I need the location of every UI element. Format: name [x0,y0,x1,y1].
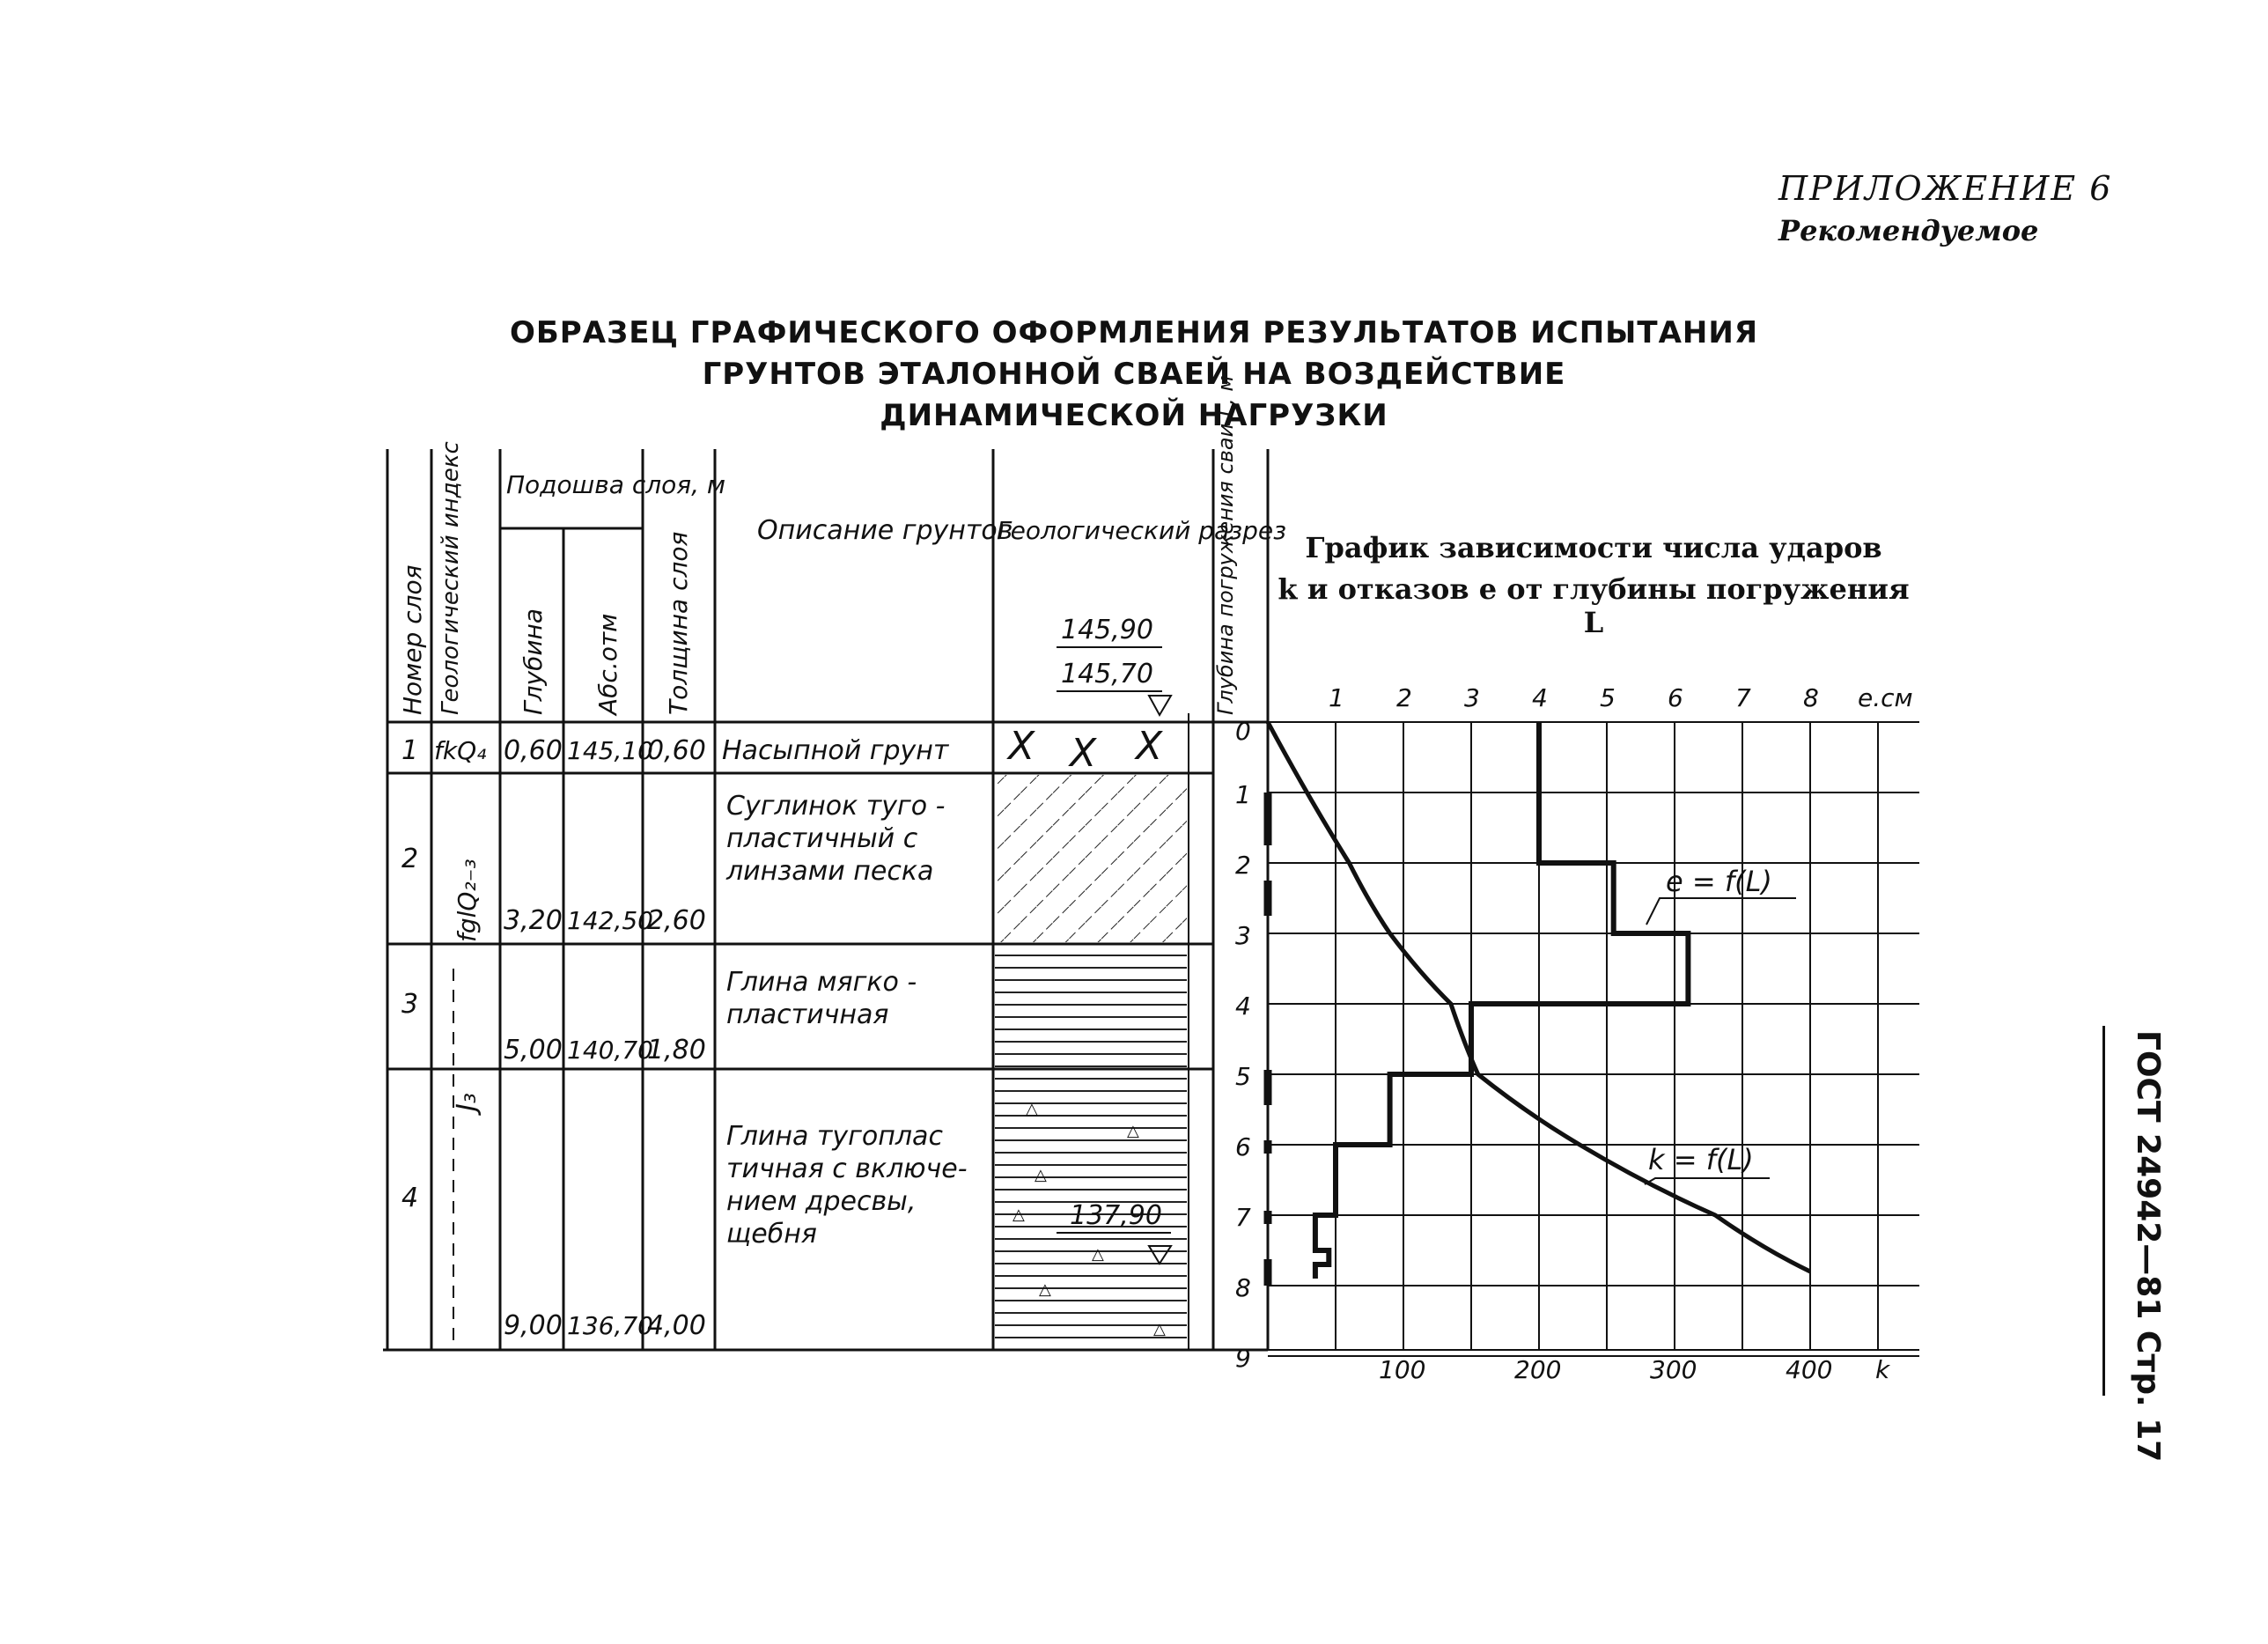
svg-text:fkQ₄: fkQ₄ [434,736,487,765]
svg-text:142,50: 142,50 [567,906,653,935]
svg-text:136,70: 136,70 [567,1311,653,1340]
header-depth: Глубина [519,608,548,715]
svg-text:Насыпной грунт: Насыпной грунт [722,735,949,766]
svg-text:J₃: J₃ [452,1093,482,1111]
bottom-tick-label: 300 [1650,1355,1697,1384]
svg-text:fglQ₂₋₃: fglQ₂₋₃ [453,859,482,942]
depth-tick-label: 0 [1235,717,1251,746]
depth-tick-label: 3 [1235,921,1251,950]
svg-text:пластичная: пластичная [726,999,889,1030]
svg-text:пластичный с: пластичный с [726,823,918,854]
top-tick-label: 8 [1803,683,1819,712]
depth-tick-label: 8 [1235,1273,1251,1302]
row-1 [401,735,950,766]
svg-text:9,00: 9,00 [504,1310,563,1341]
svg-text:5,00: 5,00 [504,1035,563,1065]
header-base-group: Подошва слоя, м [506,470,726,499]
svg-text:X: X [1008,724,1035,769]
graph-grid [1268,722,1919,1356]
svg-text:1: 1 [401,735,419,766]
section-fill-marks [1006,724,1163,776]
label-k: k = f(L) [1648,1143,1754,1176]
side-stamp-text: ГОСТ 24942—81 Стр. 17 [2130,1030,2166,1463]
svg-text:140,70: 140,70 [567,1036,653,1065]
series-labels [1645,865,1796,1184]
mark-145-90: 145,90 [1061,615,1153,645]
top-tick-label: 7 [1735,683,1751,712]
header-geo-index: Геологический индекс [438,441,464,715]
svg-text:△: △ [1153,1320,1166,1338]
svg-text:Глина мягко -: Глина мягко - [726,967,917,998]
header-section: Геологический разрез [997,516,1286,545]
top-axis-ticks [1329,683,1819,712]
mark-145-70: 145,70 [1061,659,1153,689]
mark-137-90: 137,90 [1070,1200,1162,1231]
svg-text:△: △ [1012,1205,1025,1224]
graph-title-line-2: k и отказов e от глубины погружения L [1278,572,1910,639]
top-tick-label: 4 [1532,683,1548,712]
svg-text:нием дресвы,: нием дресвы, [726,1186,917,1217]
svg-text:X: X [1070,731,1097,776]
depth-tick-label: 7 [1235,1203,1251,1232]
svg-text:0,60: 0,60 [504,735,563,766]
header-pile-depth: Глубина погружения сваи L, м [1213,375,1238,715]
svg-text:линзами песка: линзами песка [726,856,934,887]
section-loam-hatch [995,775,1187,942]
svg-text:3: 3 [401,989,419,1020]
graph-title-line-1: График зависимости числа ударов [1305,531,1882,564]
top-tick-label: 3 [1464,683,1480,712]
svg-text:2: 2 [401,844,419,874]
svg-text:щебня: щебня [726,1219,817,1250]
row-2 [401,791,945,942]
top-axis-unit: е.см [1858,683,1913,712]
svg-text:145,10: 145,10 [567,736,653,765]
svg-text:1,80: 1,80 [647,1035,706,1065]
top-tick-label: 2 [1396,683,1412,712]
appendix-subtitle: Рекомендуемое [1778,214,2039,247]
top-tick-label: 5 [1600,683,1616,712]
top-tick-label: 6 [1668,683,1683,712]
row-3 [401,967,917,1065]
svg-text:2,60: 2,60 [647,905,706,936]
svg-text:0,60: 0,60 [647,735,706,766]
depth-ticks [1235,717,1251,1373]
series-e-line [1315,722,1689,1279]
header-layer-number: Номер слоя [398,564,427,715]
header-description: Описание грунтов [757,515,1013,546]
svg-text:Глина тугоплас: Глина тугоплас [726,1121,943,1152]
svg-text:△: △ [1127,1122,1139,1140]
bottom-tick-label: 400 [1786,1355,1833,1384]
svg-text:△: △ [1092,1245,1104,1264]
appendix-title: ПРИЛОЖЕНИЕ 6 [1778,169,2113,208]
svg-text:тичная с включе-: тичная с включе- [726,1154,968,1184]
depth-tick-label: 4 [1235,992,1251,1021]
bottom-tick-label: 200 [1514,1355,1562,1384]
main-title-line-1: ОБРАЗЕЦ ГРАФИЧЕСКОГО ОФОРМЛЕНИЯ РЕЗУЛЬТАТОВ ИСПЫТАНИЯ [509,315,1758,350]
row-4 [401,1093,968,1341]
svg-text:X: X [1136,724,1163,769]
main-title-line-3: ДИНАМИЧЕСКОЙ НАГРУЗКИ [880,398,1388,433]
svg-text:4: 4 [401,1183,419,1213]
main-title-line-2: ГРУНТОВ ЭТАЛОННОЙ СВАЕЙ НА ВОЗДЕЙСТВИЕ [702,357,1566,392]
depth-tick-label: 1 [1235,780,1251,809]
svg-text:△: △ [1035,1166,1047,1184]
depth-tick-label: 5 [1235,1062,1251,1091]
bottom-tick-label: 100 [1379,1355,1426,1384]
top-tick-label: 1 [1329,683,1344,712]
depth-tick-label: 2 [1235,851,1251,880]
bottom-axis-ticks [1379,1355,1832,1384]
depth-tick-label: 6 [1235,1132,1251,1161]
label-e: e = f(L) [1666,865,1772,898]
bottom-axis-unit: k [1875,1355,1890,1384]
svg-text:4,00: 4,00 [647,1310,706,1341]
depth-tick-label: 9 [1235,1344,1251,1373]
header-abs-mark: Абс.отм [593,613,622,715]
header-thickness: Толщина слоя [664,531,693,715]
svg-text:△: △ [1026,1100,1038,1118]
svg-text:△: △ [1039,1280,1051,1299]
svg-text:3,20: 3,20 [504,905,563,936]
section-clay-hatch [995,946,1187,1348]
svg-text:Суглинок туго -: Суглинок туго - [726,791,946,822]
